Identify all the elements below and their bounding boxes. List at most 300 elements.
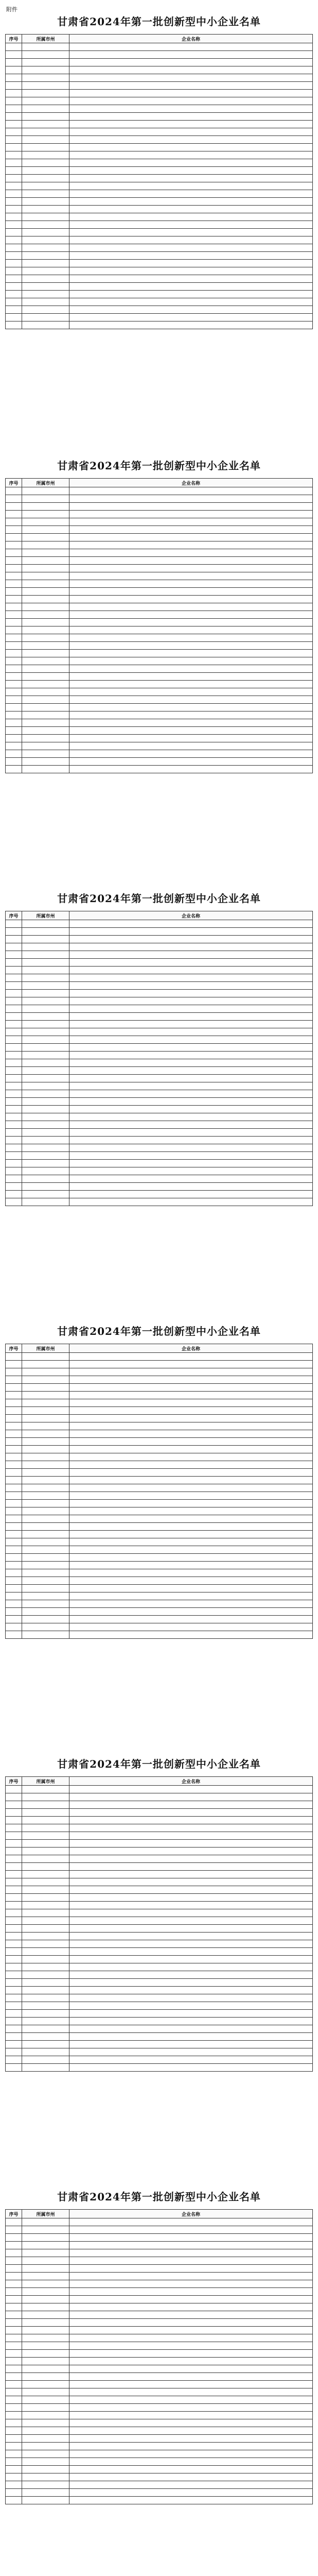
cell-company [69, 711, 313, 719]
cell-company [69, 1507, 313, 1515]
cell-number [6, 2064, 22, 2072]
table-row [6, 2064, 313, 2072]
cell-company [69, 298, 313, 306]
cell-company [69, 283, 313, 291]
cell-city [22, 2018, 69, 2025]
cell-city [22, 580, 69, 588]
cell-company [69, 1129, 313, 1137]
table-row [6, 967, 313, 974]
cell-number [6, 742, 22, 750]
cell-company [69, 1894, 313, 1902]
cell-company [69, 2373, 313, 2381]
cell-company [69, 1013, 313, 1021]
table-row [6, 1963, 313, 1971]
page-title: 甘肃省2024年第一批创新型中小企业名单 [57, 460, 261, 472]
cell-number [6, 221, 22, 229]
cell-number [6, 2412, 22, 2419]
cell-number [6, 1569, 22, 1577]
cell-number [6, 1469, 22, 1477]
cell-city [22, 1137, 69, 1144]
cell-city [22, 1801, 69, 1809]
cell-city [22, 159, 69, 167]
table-row [6, 1871, 313, 1878]
table-row [6, 1415, 313, 1422]
cell-city [22, 1515, 69, 1523]
table-row [6, 2435, 313, 2443]
table-row [6, 2265, 313, 2273]
cell-city [22, 1461, 69, 1469]
table-row [6, 1175, 313, 1183]
cell-company [69, 128, 313, 136]
cell-city [22, 2427, 69, 2435]
enterprise-table [5, 478, 313, 773]
cell-company [69, 2234, 313, 2242]
table-row [6, 1569, 313, 1577]
table-row [6, 2025, 313, 2033]
cell-company [69, 2419, 313, 2427]
cell-city [22, 518, 69, 526]
cell-number [6, 526, 22, 534]
cell-number [6, 650, 22, 657]
cell-company [69, 1144, 313, 1152]
table-row [6, 1554, 313, 1562]
cell-city [22, 1044, 69, 1052]
table-row [6, 1840, 313, 1848]
cell-company [69, 1562, 313, 1569]
cell-company [69, 603, 313, 611]
cell-number [6, 1616, 22, 1623]
cell-number [6, 1623, 22, 1631]
cell-city [22, 1353, 69, 1361]
table-row [6, 1376, 313, 1384]
table-row [6, 1113, 313, 1121]
cell-number [6, 735, 22, 742]
cell-city [22, 1600, 69, 1608]
cell-number [6, 2435, 22, 2443]
table-row [6, 105, 313, 113]
cell-number [6, 66, 22, 74]
cell-company [69, 766, 313, 773]
cell-city [22, 1052, 69, 1059]
cell-company [69, 1554, 313, 1562]
table-row [6, 943, 313, 951]
cell-number [6, 1809, 22, 1817]
cell-city [22, 626, 69, 634]
cell-city [22, 1407, 69, 1415]
cell-number [6, 105, 22, 113]
table-row [6, 1399, 313, 1407]
cell-city [22, 1956, 69, 1963]
cell-city [22, 1384, 69, 1392]
cell-city [22, 128, 69, 136]
cell-city [22, 206, 69, 213]
table-row [6, 2056, 313, 2064]
table-row [6, 626, 313, 634]
table-row [6, 1152, 313, 1160]
cell-city [22, 1569, 69, 1577]
cell-city [22, 959, 69, 967]
cell-city [22, 151, 69, 159]
table-row [6, 951, 313, 959]
cell-company [69, 967, 313, 974]
cell-city [22, 306, 69, 314]
cell-company [69, 928, 313, 936]
cell-number [6, 275, 22, 283]
table-row [6, 596, 313, 603]
cell-company [69, 1832, 313, 1840]
table-row [6, 565, 313, 572]
table-row [6, 727, 313, 735]
table-row [6, 650, 313, 657]
cell-company [69, 236, 313, 244]
cell-number [6, 1817, 22, 1824]
cell-city [22, 642, 69, 650]
cell-city [22, 1090, 69, 1098]
table-row [6, 1592, 313, 1600]
table-header-row [6, 479, 313, 487]
cell-number [6, 1886, 22, 1894]
cell-number [6, 1507, 22, 1515]
cell-company [69, 1492, 313, 1500]
table-row [6, 2041, 313, 2048]
cell-number [6, 1430, 22, 1438]
cell-company [69, 1855, 313, 1863]
table-row [6, 665, 313, 673]
cell-number [6, 1956, 22, 1963]
cell-city [22, 2404, 69, 2412]
table-row [6, 151, 313, 159]
cell-number [6, 704, 22, 711]
table-row [6, 1446, 313, 1453]
column-header-city: 所属市州 [22, 2210, 69, 2218]
cell-number [6, 2396, 22, 2404]
list-page [5, 891, 313, 1206]
table-row [6, 121, 313, 128]
cell-company [69, 1399, 313, 1407]
table-row [6, 1129, 313, 1137]
cell-city [22, 1198, 69, 1206]
cell-number [6, 1198, 22, 1206]
cell-city [22, 2010, 69, 2018]
cell-company [69, 2388, 313, 2396]
cell-company [69, 2350, 313, 2358]
table-row [6, 1956, 313, 1963]
table-row [6, 128, 313, 136]
cell-company [69, 665, 313, 673]
table-row [6, 97, 313, 105]
cell-city [22, 2273, 69, 2280]
cell-company [69, 1500, 313, 1507]
cell-number [6, 1183, 22, 1191]
cell-city [22, 136, 69, 144]
cell-number [6, 688, 22, 696]
cell-number [6, 1878, 22, 1886]
column-header-company: 企业名称 [69, 1777, 313, 1786]
cell-number [6, 711, 22, 719]
cell-company [69, 1422, 313, 1430]
column-header-company: 企业名称 [69, 35, 313, 43]
table-row [6, 549, 313, 557]
cell-city [22, 2435, 69, 2443]
cell-number [6, 2265, 22, 2273]
table-row [6, 267, 313, 275]
table-row [6, 1121, 313, 1129]
cell-number [6, 943, 22, 951]
table-row [6, 572, 313, 580]
table-row [6, 1477, 313, 1484]
cell-company [69, 2497, 313, 2504]
cell-company [69, 1384, 313, 1392]
column-header-company: 企业名称 [69, 2210, 313, 2218]
cell-number [6, 167, 22, 175]
cell-number [6, 1005, 22, 1013]
cell-number [6, 1894, 22, 1902]
cell-company [69, 1786, 313, 1793]
table-row [6, 1894, 313, 1902]
cell-number [6, 1399, 22, 1407]
cell-number [6, 2334, 22, 2342]
cell-company [69, 198, 313, 206]
table-row [6, 1461, 313, 1469]
cell-company [69, 306, 313, 314]
table-header-row [6, 1777, 313, 1786]
table-row [6, 2350, 313, 2358]
cell-number [6, 565, 22, 572]
cell-company [69, 549, 313, 557]
cell-city [22, 1871, 69, 1878]
cell-city [22, 1036, 69, 1044]
cell-company [69, 97, 313, 105]
cell-company [69, 213, 313, 221]
cell-city [22, 113, 69, 121]
cell-city [22, 696, 69, 704]
cell-company [69, 121, 313, 128]
cell-number [6, 959, 22, 967]
table-row [6, 487, 313, 495]
table-row [6, 82, 313, 90]
cell-number [6, 1059, 22, 1067]
cell-company [69, 66, 313, 74]
cell-company [69, 1948, 313, 1956]
cell-number [6, 298, 22, 306]
cell-city [22, 603, 69, 611]
table-row [6, 66, 313, 74]
cell-city [22, 2041, 69, 2048]
cell-number [6, 1987, 22, 1994]
table-row [6, 642, 313, 650]
cell-company [69, 1577, 313, 1585]
cell-company [69, 1546, 313, 1554]
cell-number [6, 1175, 22, 1183]
cell-number [6, 159, 22, 167]
cell-city [22, 121, 69, 128]
cell-number [6, 1422, 22, 1430]
column-header-company: 企业名称 [69, 479, 313, 487]
cell-number [6, 2388, 22, 2396]
table-row [6, 1183, 313, 1191]
cell-number [6, 974, 22, 982]
cell-number [6, 291, 22, 298]
cell-number [6, 1979, 22, 1987]
cell-city [22, 1477, 69, 1484]
table-row [6, 1191, 313, 1198]
cell-number [6, 2419, 22, 2427]
cell-number [6, 2257, 22, 2265]
cell-company [69, 1956, 313, 1963]
cell-company [69, 1809, 313, 1817]
cell-company [69, 1994, 313, 2002]
table-row [6, 1971, 313, 1979]
cell-company [69, 2427, 313, 2435]
cell-company [69, 2435, 313, 2443]
cell-company [69, 2396, 313, 2404]
cell-number [6, 1994, 22, 2002]
cell-company [69, 943, 313, 951]
cell-company [69, 167, 313, 175]
table-row [6, 688, 313, 696]
table-row [6, 2489, 313, 2497]
cell-company [69, 719, 313, 727]
cell-company [69, 696, 313, 704]
cell-company [69, 1592, 313, 1600]
cell-company [69, 2489, 313, 2497]
table-row [6, 291, 313, 298]
enterprise-table [5, 34, 313, 329]
cell-company [69, 43, 313, 51]
cell-number [6, 1477, 22, 1484]
cell-city [22, 1848, 69, 1855]
table-row [6, 526, 313, 534]
cell-company [69, 1933, 313, 1940]
column-header-city: 所属市州 [22, 479, 69, 487]
cell-city [22, 1152, 69, 1160]
cell-company [69, 51, 313, 59]
cell-number [6, 2497, 22, 2504]
cell-company [69, 2249, 313, 2257]
cell-company [69, 2412, 313, 2419]
cell-number [6, 1554, 22, 1562]
cell-company [69, 657, 313, 665]
cell-city [22, 1469, 69, 1477]
cell-number [6, 1144, 22, 1152]
cell-city [22, 758, 69, 766]
cell-city [22, 314, 69, 321]
cell-city [22, 681, 69, 688]
cell-city [22, 252, 69, 260]
cell-city [22, 43, 69, 51]
cell-company [69, 1917, 313, 1925]
list-page [5, 2190, 313, 2504]
cell-city [22, 2064, 69, 2072]
cell-number [6, 511, 22, 518]
cell-number [6, 1082, 22, 1090]
cell-city [22, 1121, 69, 1129]
table-row [6, 43, 313, 51]
cell-number [6, 1824, 22, 1832]
cell-company [69, 626, 313, 634]
table-row [6, 1608, 313, 1616]
cell-company [69, 90, 313, 97]
cell-number [6, 2489, 22, 2497]
cell-company [69, 541, 313, 549]
cell-company [69, 159, 313, 167]
table-row [6, 1422, 313, 1430]
cell-city [22, 511, 69, 518]
cell-number [6, 2466, 22, 2473]
cell-city [22, 2311, 69, 2319]
column-header-company: 企业名称 [69, 911, 313, 920]
cell-city [22, 565, 69, 572]
cell-number [6, 588, 22, 596]
cell-city [22, 1368, 69, 1376]
table-row [6, 2419, 313, 2427]
cell-number [6, 1933, 22, 1940]
cell-company [69, 1098, 313, 1106]
cell-number [6, 1925, 22, 1933]
cell-city [22, 1028, 69, 1036]
cell-number [6, 1361, 22, 1368]
cell-city [22, 727, 69, 735]
cell-number [6, 997, 22, 1005]
cell-company [69, 1106, 313, 1113]
cell-number [6, 1948, 22, 1956]
cell-city [22, 74, 69, 82]
cell-company [69, 1569, 313, 1577]
table-row [6, 1438, 313, 1446]
cell-city [22, 2303, 69, 2311]
table-row [6, 1021, 313, 1028]
cell-number [6, 681, 22, 688]
cell-number [6, 1840, 22, 1848]
list-page [5, 1757, 313, 2072]
cell-city [22, 526, 69, 534]
table-row [6, 1855, 313, 1863]
table-row [6, 244, 313, 252]
cell-number [6, 1090, 22, 1098]
table-row [6, 1793, 313, 1801]
cell-city [22, 298, 69, 306]
cell-company [69, 2334, 313, 2342]
cell-city [22, 1592, 69, 1600]
cell-number [6, 727, 22, 735]
table-row [6, 1353, 313, 1361]
table-row [6, 1075, 313, 1082]
cell-company [69, 244, 313, 252]
table-row [6, 298, 313, 306]
cell-city [22, 1863, 69, 1871]
cell-city [22, 90, 69, 97]
cell-city [22, 1113, 69, 1121]
table-header-row [6, 2210, 313, 2218]
cell-number [6, 1940, 22, 1948]
cell-company [69, 2002, 313, 2010]
column-header-city: 所属市州 [22, 911, 69, 920]
cell-number [6, 190, 22, 198]
cell-city [22, 182, 69, 190]
cell-city [22, 974, 69, 982]
cell-number [6, 90, 22, 97]
cell-city [22, 549, 69, 557]
cell-number [6, 252, 22, 260]
cell-company [69, 1028, 313, 1036]
cell-city [22, 1963, 69, 1971]
cell-number [6, 719, 22, 727]
cell-number [6, 1013, 22, 1021]
table-row [6, 74, 313, 82]
cell-number [6, 1438, 22, 1446]
cell-company [69, 1608, 313, 1616]
table-row [6, 580, 313, 588]
